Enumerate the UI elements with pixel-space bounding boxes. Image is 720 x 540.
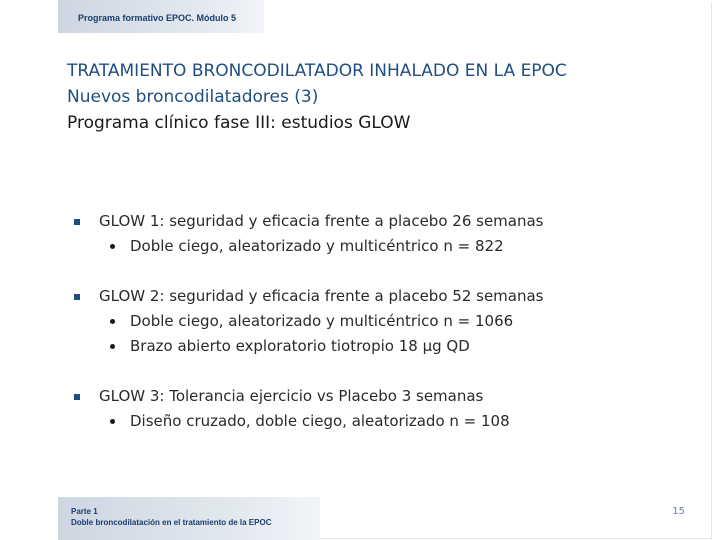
- sub-bullet-text: Diseño cruzado, doble ciego, aleatorizado n = 108: [130, 412, 510, 430]
- sub-bullet-text: Doble ciego, aleatorizado y multicéntrico n = 1066: [130, 312, 514, 330]
- header-label: Programa formativo EPOC. Módulo 5: [78, 13, 237, 23]
- header-band: [58, 0, 264, 33]
- round-bullet-icon: [110, 419, 115, 424]
- sub-bullet-item: [72, 309, 692, 334]
- bullet-item: [72, 208, 692, 234]
- sub-bullet-item: [72, 409, 692, 434]
- square-bullet-icon: [74, 294, 80, 300]
- title-line-1: TRATAMIENTO BRONCODILATADOR INHALADO EN LA EPOC: [67, 61, 567, 81]
- slide-title: [67, 58, 567, 136]
- footer-part: Parte 1: [71, 507, 98, 516]
- page-number: 15: [672, 506, 685, 517]
- bullet-item: [72, 383, 692, 409]
- footer-subtitle: Doble broncodilatación en el tratamiento de la EPOC: [71, 518, 272, 527]
- bullet-text: GLOW 1: seguridad y eficacia frente a placebo 26 semanas: [99, 212, 544, 230]
- bullet-text: GLOW 3: Tolerancia ejercicio vs Placebo 3 semanas: [99, 387, 484, 405]
- round-bullet-icon: [110, 319, 115, 324]
- square-bullet-icon: [74, 219, 80, 225]
- bullet-text: GLOW 2: seguridad y eficacia frente a placebo 52 semanas: [99, 287, 544, 305]
- square-bullet-icon: [74, 394, 80, 400]
- sub-bullet-text: Brazo abierto exploratorio tiotropio 18 µg QD: [130, 337, 470, 355]
- title-line-2: Nuevos broncodilatadores (3): [67, 87, 319, 107]
- bullet-group-glow1: [72, 208, 692, 259]
- round-bullet-icon: [110, 244, 115, 249]
- title-line-3: Programa clínico fase III: estudios GLOW: [67, 113, 411, 133]
- bullet-item: [72, 283, 692, 309]
- sub-bullet-item: [72, 334, 692, 359]
- round-bullet-icon: [110, 344, 115, 349]
- slide-edge: [711, 2, 712, 538]
- sub-bullet-text: Doble ciego, aleatorizado y multicéntrico n = 822: [130, 237, 504, 255]
- bullet-list: [72, 208, 692, 458]
- bullet-group-glow2: [72, 283, 692, 359]
- footer-band: [58, 497, 320, 540]
- bullet-group-glow3: [72, 383, 692, 434]
- sub-bullet-item: [72, 234, 692, 259]
